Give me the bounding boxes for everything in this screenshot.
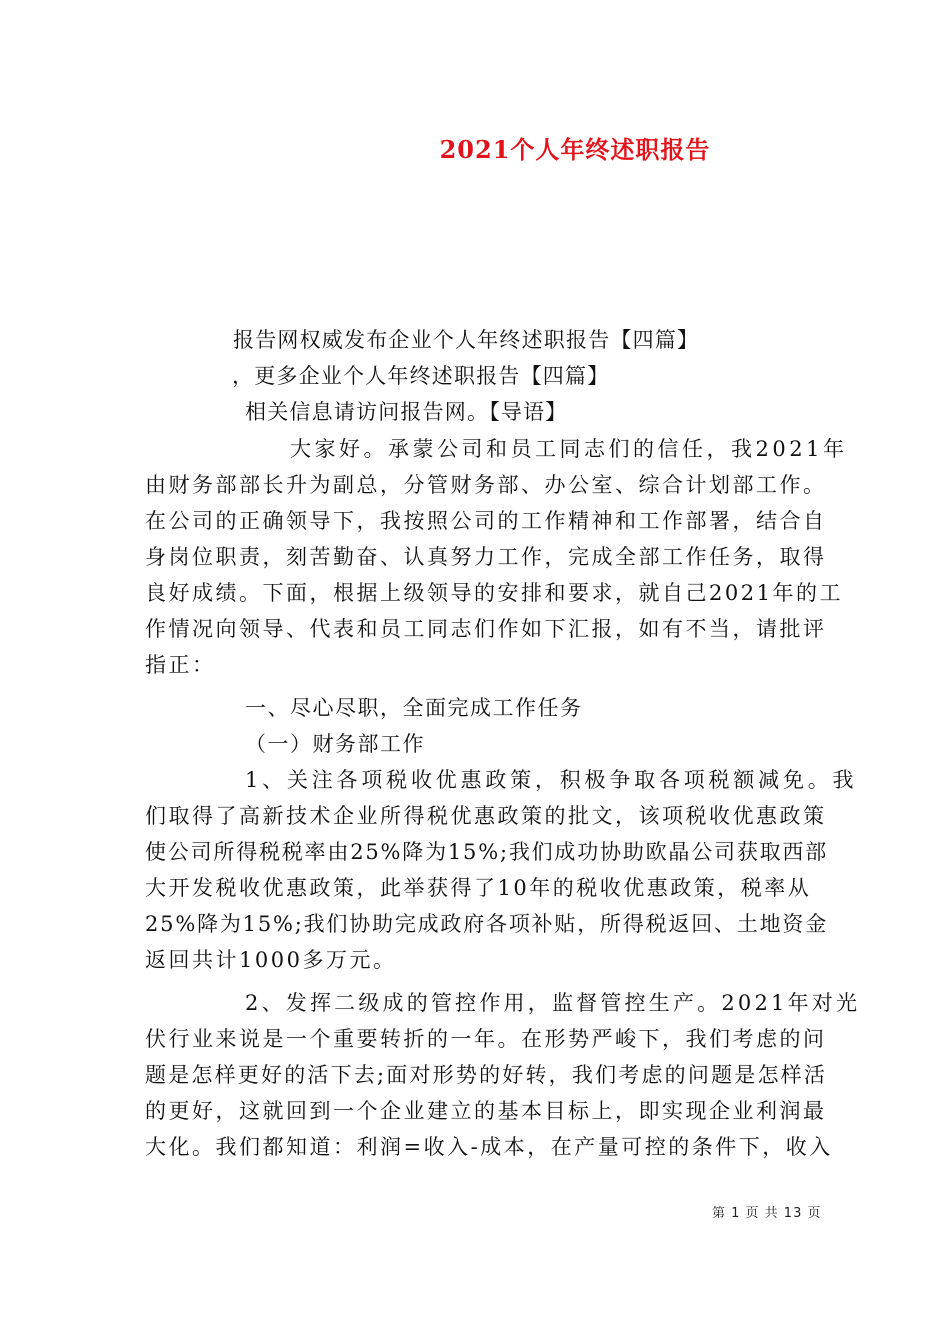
page-indicator: 第 1 页 共 13 页 xyxy=(712,1206,822,1221)
intro-line: 相关信息请访问报告网。【导语】 xyxy=(245,400,568,424)
body-line: 使公司所得税税率由25%降为15%;我们成功协助欧晶公司获取西部 xyxy=(145,840,829,864)
body-line: 指正： xyxy=(145,653,216,677)
body-line: 大开发税收优惠政策，此举获得了10年的税收优惠政策，税率从 xyxy=(145,876,812,900)
body-line: 返回共计1000多万元。 xyxy=(145,948,397,972)
body-line: 大家好。承蒙公司和员工同志们的信任，我2021年 xyxy=(290,437,848,461)
body-line: 由财务部部长升为副总，分管财务部、办公室、综合计划部工作。 xyxy=(145,473,827,497)
body-line: 伏行业来说是一个重要转折的一年。在形势严峻下，我们考虑的问 xyxy=(145,1027,827,1051)
document-title: 2021个人年终述职报告 xyxy=(439,135,711,164)
body-line: 1、关注各项税收优惠政策，积极争取各项税额减免。我 xyxy=(245,768,858,792)
intro-line: 报告网权威发布企业个人年终述职报告【四篇】 xyxy=(233,328,700,352)
section-heading: 一、尽心尽职，全面完成工作任务 xyxy=(245,696,583,720)
body-line: 身岗位职责，刻苦勤奋、认真努力工作，完成全部工作任务，取得 xyxy=(145,545,827,569)
body-line: 在公司的正确领导下，我按照公司的工作精神和工作部署，结合自 xyxy=(145,509,827,533)
body-line: 大化。我们都知道：利润=收入-成本，在产量可控的条件下，收入 xyxy=(145,1135,833,1159)
intro-line: ，更多企业个人年终述职报告【四篇】 xyxy=(232,364,610,388)
body-line: 们取得了高新技术企业所得税优惠政策的批文，该项税收优惠政策 xyxy=(145,804,827,828)
subsection-heading: （一）财务部工作 xyxy=(245,732,425,756)
body-line: 2、发挥二级成的管控作用，监督管控生产。2021年对光 xyxy=(245,991,861,1015)
body-line: 的更好，这就回到一个企业建立的基本目标上，即实现企业利润最 xyxy=(145,1099,827,1123)
body-line: 作情况向领导、代表和员工同志们作如下汇报，如有不当，请批评 xyxy=(145,617,827,641)
body-line: 25%降为15%;我们协助完成政府各项补贴，所得税返回、土地资金 xyxy=(145,912,829,936)
body-line: 良好成绩。下面，根据上级领导的安排和要求，就自己2021年的工 xyxy=(145,581,843,605)
body-line: 题是怎样更好的活下去;面对形势的好转，我们考虑的问题是怎样活 xyxy=(145,1063,828,1087)
